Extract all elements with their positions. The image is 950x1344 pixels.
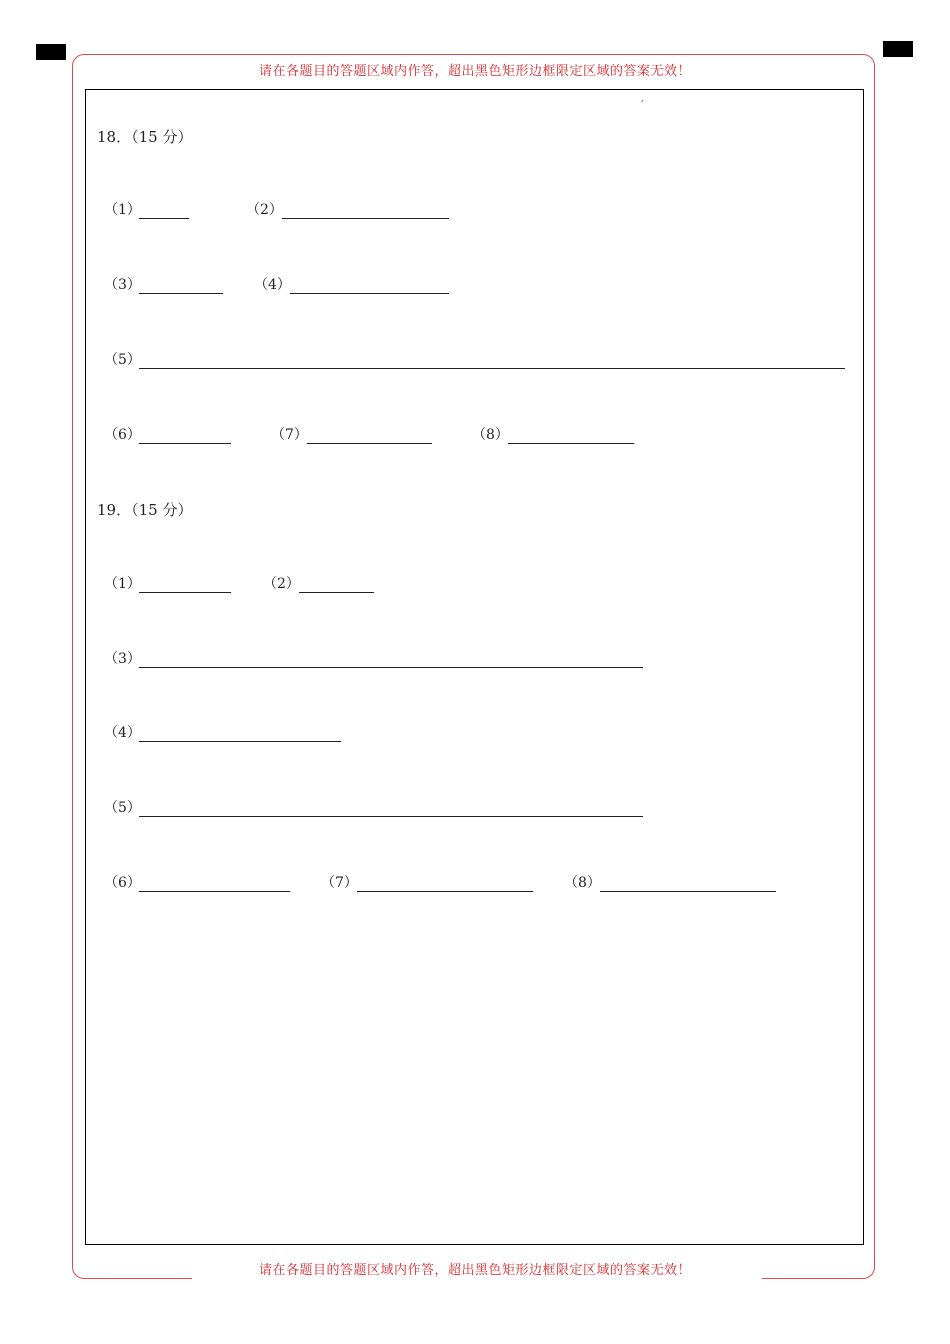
- q19-row-2: [0, 640, 950, 670]
- q18-title: 18．（15 分）: [97, 128, 193, 146]
- q19-blank-8[interactable]: [600, 891, 776, 892]
- q18-label-1: （1）: [104, 202, 141, 218]
- q19-blank-4[interactable]: [139, 741, 341, 742]
- q19-blank-2[interactable]: [299, 592, 374, 593]
- q19-label-3: （3）: [104, 651, 141, 667]
- q18-row-3: [0, 341, 950, 371]
- notice-bottom: 请在各题目的答题区域内作答，超出黑色矩形边框限定区域的答案无效！: [258, 1263, 691, 1278]
- q18-row-1: [0, 191, 950, 221]
- q19-blank-3[interactable]: [139, 667, 643, 668]
- q18-label-3: （3）: [104, 277, 141, 293]
- q18-blank-5[interactable]: [139, 368, 845, 369]
- q18-label-6: （6）: [104, 427, 141, 443]
- q19-blank-7[interactable]: [357, 891, 533, 892]
- q18-blank-2[interactable]: [282, 218, 449, 219]
- q19-label-8: （8）: [564, 875, 601, 891]
- q18-label-5: （5）: [104, 352, 141, 368]
- q18-label-8: （8）: [472, 427, 509, 443]
- q18-label-4: （4）: [254, 277, 291, 293]
- q18-blank-4[interactable]: [290, 293, 449, 294]
- q18-blank-7[interactable]: [307, 443, 432, 444]
- q19-label-1: （1）: [104, 576, 141, 592]
- q19-blank-6[interactable]: [139, 891, 290, 892]
- q18-blank-1[interactable]: [139, 218, 189, 219]
- q19-blank-1[interactable]: [139, 592, 231, 593]
- notice-top: 请在各题目的答题区域内作答，超出黑色矩形边框限定区域的答案无效！: [258, 64, 691, 79]
- q19-row-4: [0, 789, 950, 819]
- q19-row-1: [0, 565, 950, 595]
- q19-label-2: （2）: [263, 576, 300, 592]
- q18-blank-3[interactable]: [139, 293, 223, 294]
- q18-row-2: [0, 266, 950, 296]
- q18-blank-6[interactable]: [139, 443, 231, 444]
- q19-title: 19．（15 分）: [97, 501, 193, 519]
- stray-mark: ,: [641, 94, 644, 103]
- q19-label-7: （7）: [321, 875, 358, 891]
- q19-label-5: （5）: [104, 800, 141, 816]
- q19-row-5: [0, 864, 950, 894]
- q19-label-4: （4）: [104, 725, 141, 741]
- q18-blank-8[interactable]: [508, 443, 634, 444]
- q18-row-4: [0, 416, 950, 446]
- q18-label-2: （2）: [246, 202, 283, 218]
- q19-label-6: （6）: [104, 875, 141, 891]
- q18-label-7: （7）: [271, 427, 308, 443]
- q19-row-3: [0, 714, 950, 744]
- q19-blank-5[interactable]: [139, 816, 643, 817]
- registration-mark-right: [883, 41, 913, 57]
- registration-mark-left: [36, 44, 66, 60]
